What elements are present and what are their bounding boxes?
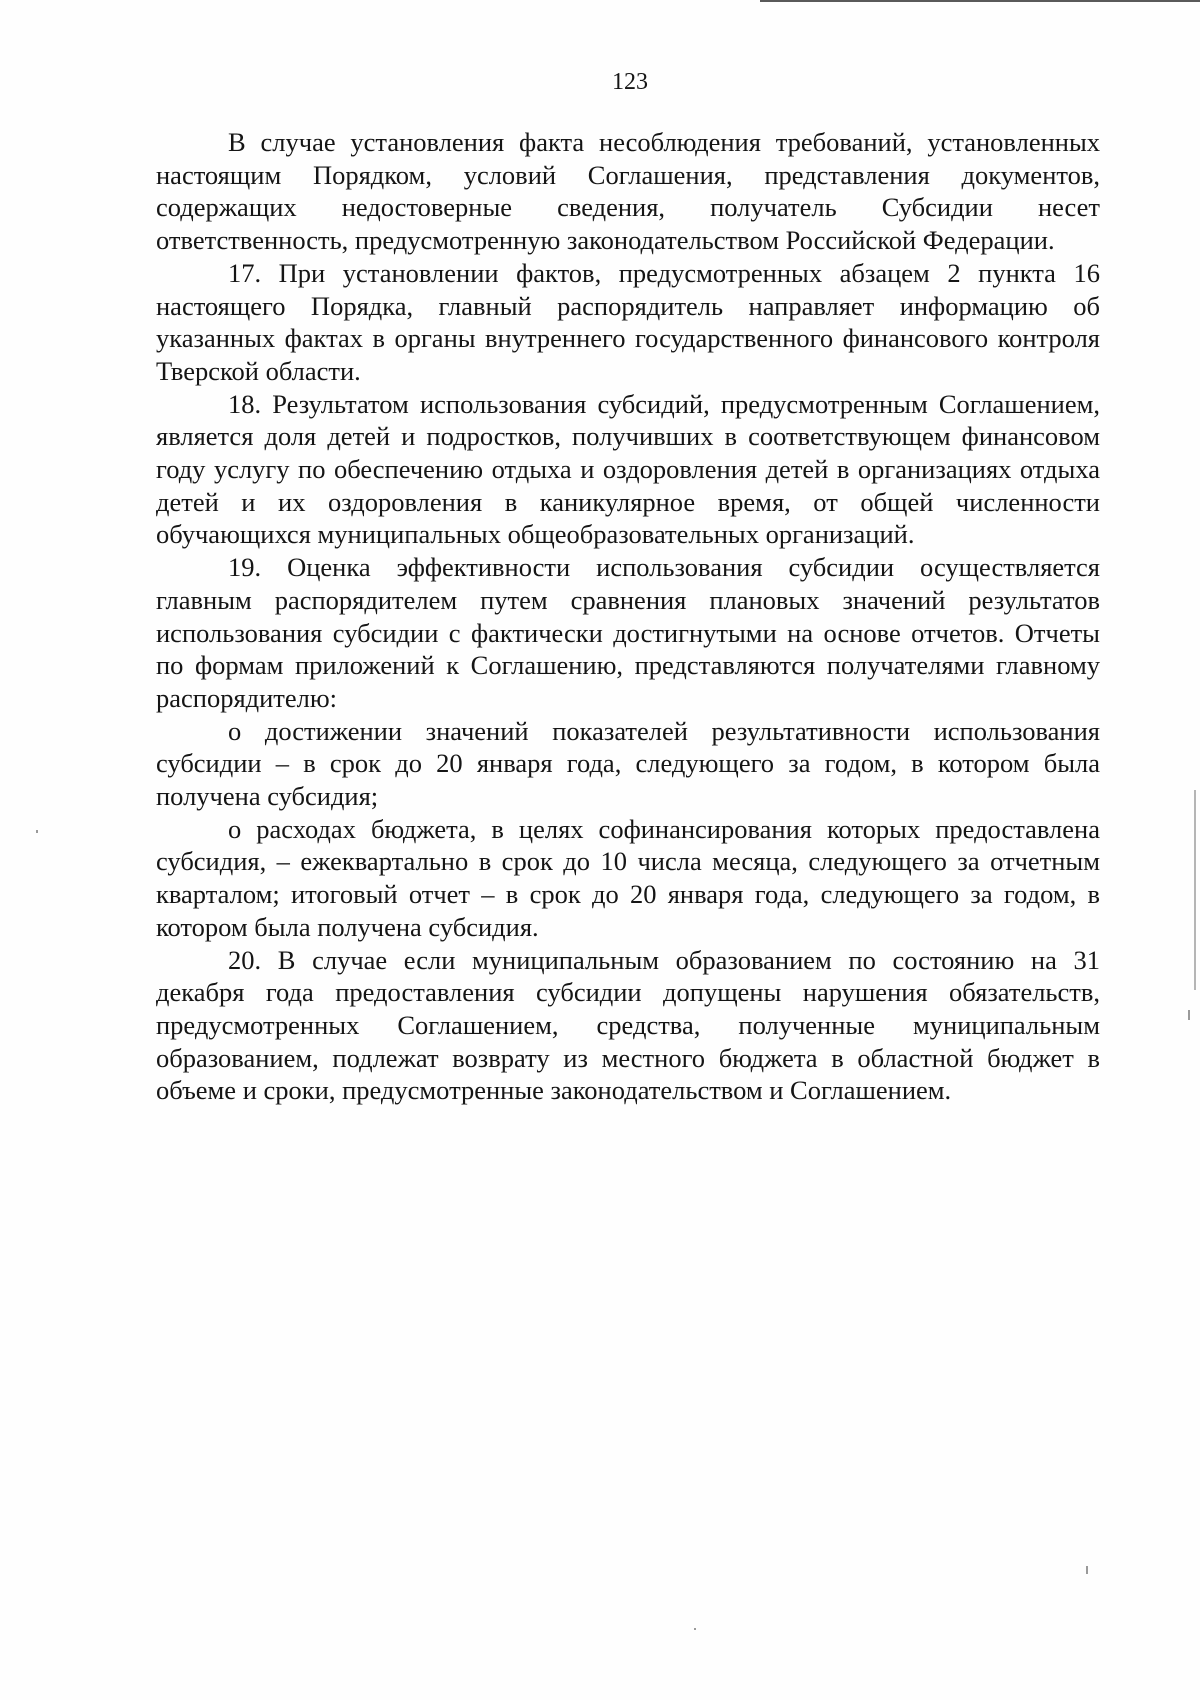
- paragraph-18: 18. Результатом использования субсидий, предусмотренным Соглашением, является доля детей и подростков, получивших в соответствующем финансовом году услугу по обеспечению отдыха и оздоровления детей в организациях отдыха детей и их оздоровления в каникулярное время, от общей численности обучающихся муниципальных общеобразовательных организаций.: [156, 388, 1100, 550]
- paragraph-17: 17. При установлении фактов, предусмотренных абзацем 2 пункта 16 настоящего Порядка, главный распорядитель направляет информацию об указанных фактах в органы внутреннего государственного финансового контроля Тверской области.: [156, 257, 1100, 386]
- paragraph-19: 19. Оценка эффективности использования субсидии осуществляется главным распорядителем путем сравнения плановых значений результатов использования субсидии с фактически достигнутыми на основе отчетов. Отчеты по формам приложений к Соглашению, представляются получателями главному распорядителю:: [156, 552, 1100, 713]
- page-number: 123: [612, 69, 648, 95]
- scan-edge-line: [760, 0, 1200, 2]
- scan-dust-mark: [1086, 1566, 1088, 1574]
- scan-edge-mark: [1194, 790, 1196, 990]
- paragraph-liability: В случае установления факта несоблюдения требований, установленных настоящим Порядком, условий Соглашения, представления документов, содержащих недостоверные сведения, получатель Субсидии несет ответственность, предусмотренную законодательством Российской Федерации.: [156, 127, 1100, 256]
- scan-dust-mark: [694, 1628, 696, 1630]
- scan-dust-mark: [1188, 1010, 1190, 1020]
- paragraph-20: 20. В случае если муниципальным образованием по состоянию на 31 декабря года предоставления субсидии допущены нарушения обязательств, предусмотренных Соглашением, средства, полученные муниципальным образованием, подлежат возврату из местного бюджета в областной бюджет в объеме и сроки, предусмотренные законодательством и Соглашением.: [156, 944, 1100, 1106]
- document-body: [156, 126, 1100, 1107]
- paragraph-report-results: о достижении значений показателей результативности использования субсидии – в срок до 20 января года, следующего за годом, в котором была получена субсидия;: [156, 715, 1100, 812]
- scan-dust-mark: [36, 830, 38, 833]
- paragraph-report-expenses: о расходах бюджета, в целях софинансирования которых предоставлена субсидия, – ежеквартально в срок до 10 числа месяца, следующего за отчетным кварталом; итоговый отчет – в срок до 20 января года, следующего за годом, в котором была получена субсидия.: [156, 813, 1100, 942]
